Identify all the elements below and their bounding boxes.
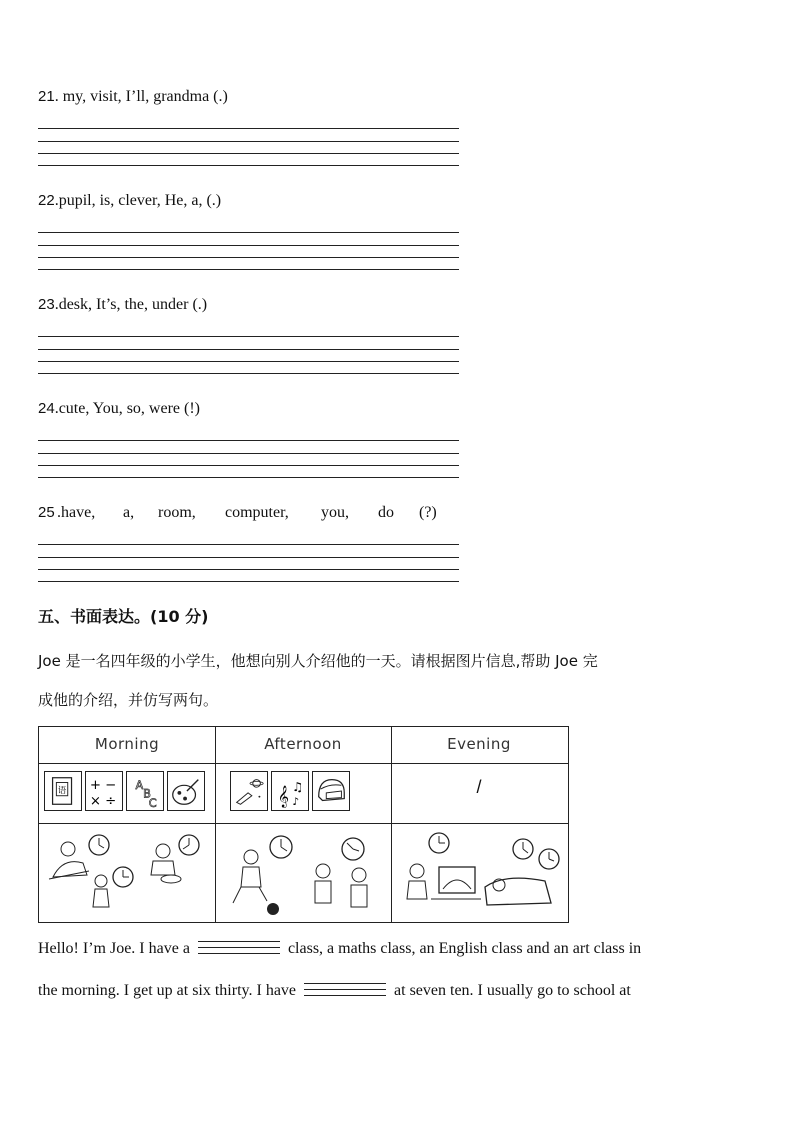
svg-text:𝄞: 𝄞	[277, 785, 289, 808]
answer-lines-21[interactable]	[38, 128, 459, 168]
svg-text:+: +	[89, 778, 102, 794]
passage-line-1	[38, 940, 641, 958]
question-word: a,	[123, 504, 135, 521]
question-words: .cute, You, so, were (!)	[54, 400, 200, 417]
pe-helmet-icon	[312, 771, 350, 811]
science-rocket-icon	[230, 771, 268, 811]
question-words: .pupil, is, clever, He, a, (.)	[54, 192, 222, 209]
music-notes-icon	[271, 771, 309, 811]
svg-text:B: B	[143, 786, 151, 801]
chinese-book-icon	[44, 771, 82, 811]
question-word: do	[378, 504, 394, 521]
section-heading: 五、书面表达。(10 分)	[38, 607, 209, 626]
svg-text:语: 语	[57, 785, 67, 796]
passage-text: the morning. I get up at six thirty. I have	[38, 982, 297, 999]
instruction-line-1: Joe 是一名四年级的小学生，他想向别人介绍他的一天。请根据图片信息,帮助 Joe 完	[38, 652, 598, 670]
column-afternoon: Afternoon	[264, 735, 342, 753]
answer-lines-24[interactable]	[38, 440, 459, 480]
question-21	[38, 88, 228, 106]
question-22	[38, 192, 221, 210]
question-word: you,	[321, 504, 349, 521]
question-word: (?)	[419, 504, 437, 521]
question-number: 23	[38, 296, 55, 313]
question-words: .desk, It’s, the, under (.)	[54, 296, 208, 313]
svg-text:C: C	[148, 796, 157, 810]
svg-text:÷: ÷	[105, 794, 117, 810]
question-25	[38, 504, 459, 524]
question-number: 24	[38, 400, 55, 417]
question-23	[38, 296, 207, 314]
maths-symbols-icon	[85, 771, 123, 811]
question-number: 21	[38, 88, 55, 105]
answer-lines-23[interactable]	[38, 336, 459, 376]
question-words: . my, visit, I’ll, grandma (.)	[54, 88, 228, 105]
passage-text: Hello! I’m Joe. I have a	[38, 940, 190, 957]
picture-table	[38, 726, 569, 923]
answer-lines-22[interactable]	[38, 232, 459, 272]
svg-text:A: A	[135, 778, 144, 793]
question-number: 25	[38, 504, 55, 521]
passage-text: at seven ten. I usually go to school at	[394, 982, 631, 999]
evening-scene-illustration	[395, 827, 563, 919]
answer-lines-25[interactable]	[38, 544, 459, 584]
fill-blank-2[interactable]	[304, 983, 386, 999]
question-word: .have,	[57, 504, 96, 521]
abc-letters-icon	[126, 771, 164, 811]
question-24	[38, 400, 200, 418]
morning-scene-illustration	[43, 827, 211, 919]
passage-text: class, a maths class, an English class and an art class in	[287, 940, 642, 957]
question-number: 22	[38, 192, 55, 209]
question-word: room,	[158, 504, 196, 521]
passage-line-2	[38, 982, 631, 1000]
svg-text:♫: ♫	[292, 780, 304, 794]
column-evening: Evening	[447, 735, 511, 753]
question-word: computer,	[225, 504, 289, 521]
svg-text:×: ×	[89, 794, 102, 810]
afternoon-scene-illustration	[219, 827, 387, 919]
art-palette-icon	[167, 771, 205, 811]
fill-blank-1[interactable]	[198, 941, 280, 957]
column-morning: Morning	[94, 735, 160, 753]
evening-blank-mark: /	[476, 777, 482, 797]
svg-text:♪: ♪	[292, 796, 300, 809]
svg-text:−: −	[105, 778, 117, 794]
instruction-line-2: 成他的介绍，并仿写两句。	[38, 691, 219, 709]
